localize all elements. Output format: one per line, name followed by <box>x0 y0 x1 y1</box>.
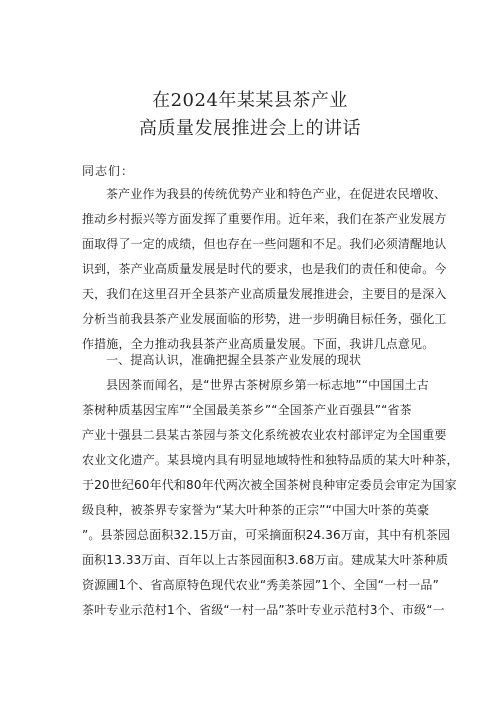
body-line: 天，我们在这里召开全县茶产业高质量发展推进会，主要目的是深入 <box>82 287 447 301</box>
body-line: 面积13.33万亩、百年以上古茶园面积3.68万亩。建成某大叶茶种质 <box>82 553 449 567</box>
document-title-line-2: 高质量发展推进会上的讲话 <box>139 118 361 139</box>
body-line: 识到，茶产业高质量发展是时代的要求，也是我们的责任和使命。今 <box>82 262 447 276</box>
body-line: 茶产业作为我县的传统优势产业和特色产业，在促进农民增收、 <box>106 187 447 201</box>
document-title-line-1: 在2024年某某县茶产业 <box>152 90 348 111</box>
body-line: 面取得了一定的成绩，但也存在一些问题和不足。我们必须清醒地认 <box>82 237 447 251</box>
body-line: 县因茶而闻名，是“世界古茶树原乡第一标志地”“中国国土古 <box>106 378 429 392</box>
body-line: 级良种，被茶界专家誉为“某大叶种茶的正宗”“中国大叶茶的英豪 <box>82 503 430 517</box>
body-line: 资源圃1个、省高原特色现代农业“秀美茶园”1个、全国“一村一品” <box>82 578 439 592</box>
salutation: 同志们： <box>82 164 135 178</box>
body-line: 于20世纪60年代和80年代两次被全国茶树良种审定委员会审定为国家 <box>82 478 457 492</box>
body-line: 产业十强县二县某古茶园与茶文化系统被农业农村部评定为全国重要 <box>82 428 447 442</box>
section-heading: 一、提高认识，准确把握全县茶产业发展的现状 <box>106 353 362 367</box>
body-line: 茶叶专业示范村1个、省级“一村一品”茶叶专业示范村3个、市级“一 <box>82 603 445 617</box>
body-line: 农业文化遗产。某县境内具有明显地域特性和独特品质的某大叶种茶， <box>82 453 459 467</box>
body-line: 推动乡村振兴等方面发挥了重要作用。近年来，我们在茶产业发展方 <box>82 212 447 226</box>
body-line: ”。县茶园总面积32.15万亩，可采摘面积24.36万亩，其中有机茶园 <box>82 528 451 542</box>
body-line: 分析当前我县茶产业发展面临的形势，进一步明确目标任务，强化工 <box>82 312 447 326</box>
body-line: 茶树种质基因宝库”“全国最美茶乡”“全国茶产业百强县”“省茶 <box>82 403 412 417</box>
body-line: 作措施，全力推动我县茶产业高质量发展。下面，我讲几点意见。 <box>82 337 435 351</box>
